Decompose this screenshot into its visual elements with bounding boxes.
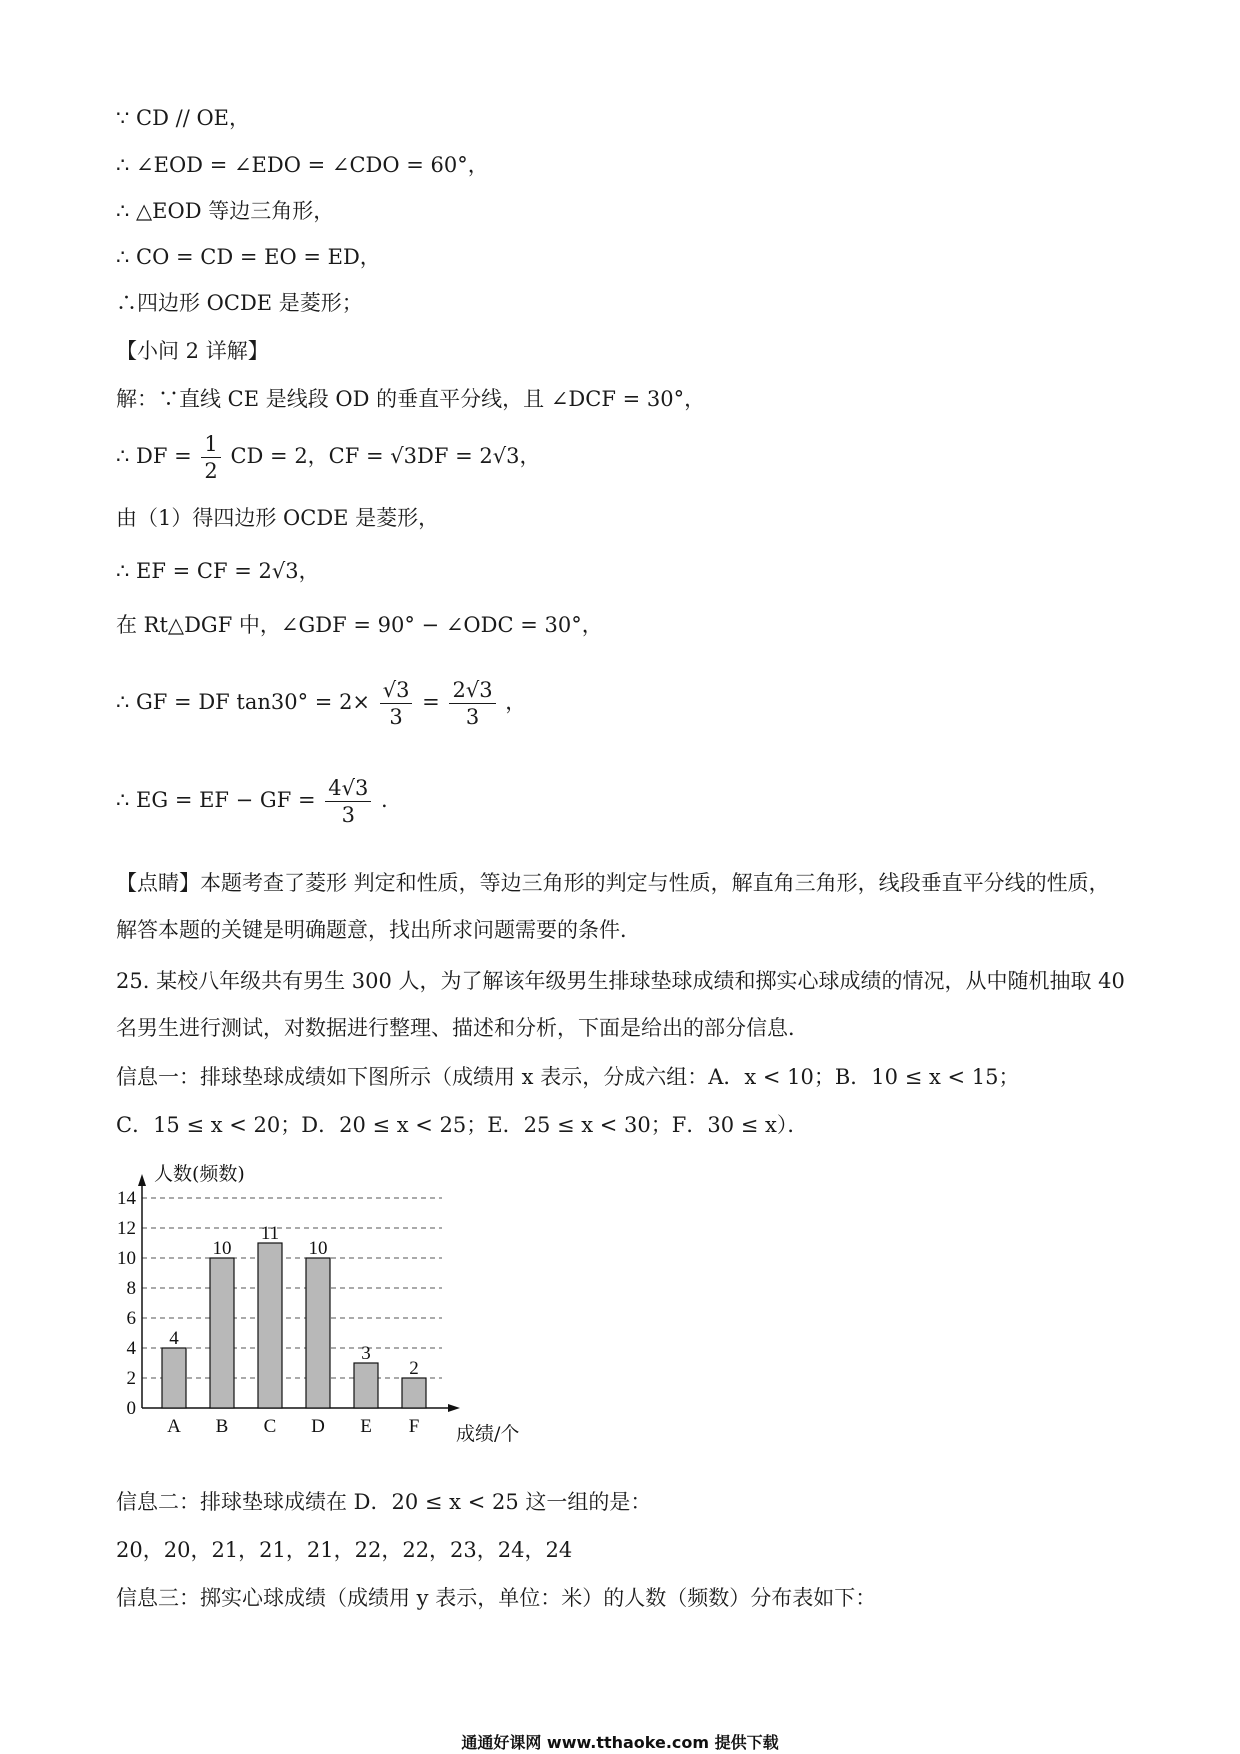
bar-E bbox=[354, 1363, 378, 1408]
chart-bars bbox=[162, 1243, 426, 1408]
proof-line-5: ∴四边形 OCDE 是菱形； bbox=[116, 291, 363, 315]
info-two-line-1: 信息二：排球垫球成绩在 D．20 ≤ x < 25 这一组的是： bbox=[116, 1490, 652, 1514]
bar-B bbox=[210, 1258, 234, 1408]
solution-line-6-end: ， bbox=[505, 690, 527, 714]
category-label-F: F bbox=[408, 1416, 420, 1437]
proof-line-1: ∵ CD // OE， bbox=[116, 106, 250, 130]
section-heading: 【小问 2 详解】 bbox=[116, 339, 269, 363]
bar-C bbox=[258, 1243, 282, 1408]
fraction-2sqrt3-over-3 bbox=[449, 677, 495, 730]
y-tick-label: 6 bbox=[126, 1308, 136, 1329]
fraction-4sqrt3-over-3 bbox=[325, 775, 371, 828]
solution-line-7 bbox=[116, 770, 388, 830]
category-label-D: D bbox=[311, 1416, 325, 1437]
y-tick-label: 10 bbox=[117, 1248, 136, 1269]
page-footer: 通通好课网 www.tthaoke.com 提供下载 bbox=[461, 1733, 779, 1752]
y-tick-label: 4 bbox=[126, 1338, 136, 1359]
x-axis-title: 成绩/个 bbox=[456, 1423, 520, 1445]
solution-line-5: 在 Rt△DGF 中，∠GDF = 90° − ∠ODC = 30°， bbox=[116, 613, 603, 637]
fraction-denominator: 2 bbox=[204, 459, 218, 483]
bar-chart bbox=[100, 1160, 540, 1445]
y-axis-title: 人数(频数) bbox=[154, 1163, 245, 1185]
category-label-C: C bbox=[263, 1416, 277, 1437]
solution-line-6-lead: ∴ GF = DF tan30° = 2× bbox=[116, 690, 371, 714]
solution-line-2-lead: ∴ DF = bbox=[116, 444, 192, 468]
question-25-intro: 25. 某校八年级共有男生 300 人，为了解该年级男生排球垫球成绩和掷实心球成绩的情况，从中随机抽取 40 名男生进行测试，对数据进行整理、描述和分析，下面是给出的部分信息． bbox=[116, 969, 1125, 1040]
fraction-denominator: 3 bbox=[341, 803, 355, 827]
bar-F bbox=[402, 1378, 426, 1408]
fraction-denominator: 3 bbox=[389, 705, 403, 729]
x-axis-arrow bbox=[448, 1404, 460, 1412]
info-two-line-2: 20，20，21，21，21，22，22，23，24，24 bbox=[116, 1538, 573, 1562]
data-label-D: 10 bbox=[308, 1238, 328, 1259]
data-label-B: 10 bbox=[212, 1238, 232, 1259]
solution-line-7-end: . bbox=[381, 788, 388, 812]
category-label-A: A bbox=[167, 1416, 181, 1437]
fraction-numerator: 4√3 bbox=[325, 775, 371, 802]
fraction-numerator: 2√3 bbox=[449, 677, 495, 704]
solution-line-3: 由（1）得四边形 OCDE 是菱形， bbox=[116, 506, 440, 530]
category-label-E: E bbox=[360, 1416, 372, 1437]
y-tick-label: 14 bbox=[117, 1188, 136, 1209]
info-three-line-1: 信息三：掷实心球成绩（成绩用 y 表示，单位：米）的人数（频数）分布表如下： bbox=[116, 1586, 877, 1610]
equals-sign: = bbox=[422, 690, 440, 714]
bar-D bbox=[306, 1258, 330, 1408]
data-label-F: 2 bbox=[409, 1358, 419, 1379]
fraction-sqrt3-over-3 bbox=[380, 677, 413, 730]
solution-line-4: ∴ EF = CF = 2√3， bbox=[116, 559, 320, 583]
solution-line-7-lead: ∴ EG = EF − GF = bbox=[116, 788, 316, 812]
fraction-one-half bbox=[201, 431, 220, 484]
data-label-C: 11 bbox=[260, 1223, 280, 1244]
y-tick-label: 12 bbox=[117, 1218, 136, 1239]
bar-A bbox=[162, 1348, 186, 1408]
y-tick-label: 8 bbox=[126, 1278, 136, 1299]
solution-line-1: 解：∵直线 CE 是线段 OD 的垂直平分线，且 ∠DCF = 30°， bbox=[116, 387, 706, 411]
proof-line-2: ∴ ∠EOD = ∠EDO = ∠CDO = 60°， bbox=[116, 153, 489, 177]
solution-line-2 bbox=[116, 428, 540, 484]
proof-line-4: ∴ CO = CD = EO = ED， bbox=[116, 245, 381, 269]
fraction-numerator: 1 bbox=[201, 431, 220, 458]
info-one-line-1: 信息一：排球垫球成绩如下图所示（成绩用 x 表示，分成六组：A．x < 10；B．10 ≤ x < 15； bbox=[116, 1065, 1020, 1089]
y-tick-label: 2 bbox=[126, 1368, 136, 1389]
data-label-E: 3 bbox=[361, 1343, 371, 1364]
fraction-denominator: 3 bbox=[465, 705, 480, 729]
comment-paragraph: 【点睛】本题考查了菱形 判定和性质，等边三角形的判定与性质，解直角三角形，线段垂直平分线的性质，解答本题的关键是明确题意，找出所求问题需要的条件． bbox=[116, 871, 1110, 942]
proof-line-3: ∴ △EOD 等边三角形， bbox=[116, 199, 335, 223]
info-one-line-2: C．15 ≤ x < 20；D．20 ≤ x < 25；E．25 ≤ x < 30；F．30 ≤ x）． bbox=[116, 1113, 809, 1137]
solution-line-2-tail: CD = 2，CF = √3DF = 2√3， bbox=[230, 444, 541, 468]
y-axis-arrow bbox=[138, 1174, 146, 1186]
y-tick-label: 0 bbox=[126, 1398, 136, 1419]
category-label-B: B bbox=[215, 1416, 229, 1437]
chart-grid bbox=[142, 1198, 442, 1378]
data-label-A: 4 bbox=[169, 1328, 179, 1349]
fraction-numerator: √3 bbox=[380, 677, 413, 704]
solution-line-6 bbox=[116, 672, 526, 732]
